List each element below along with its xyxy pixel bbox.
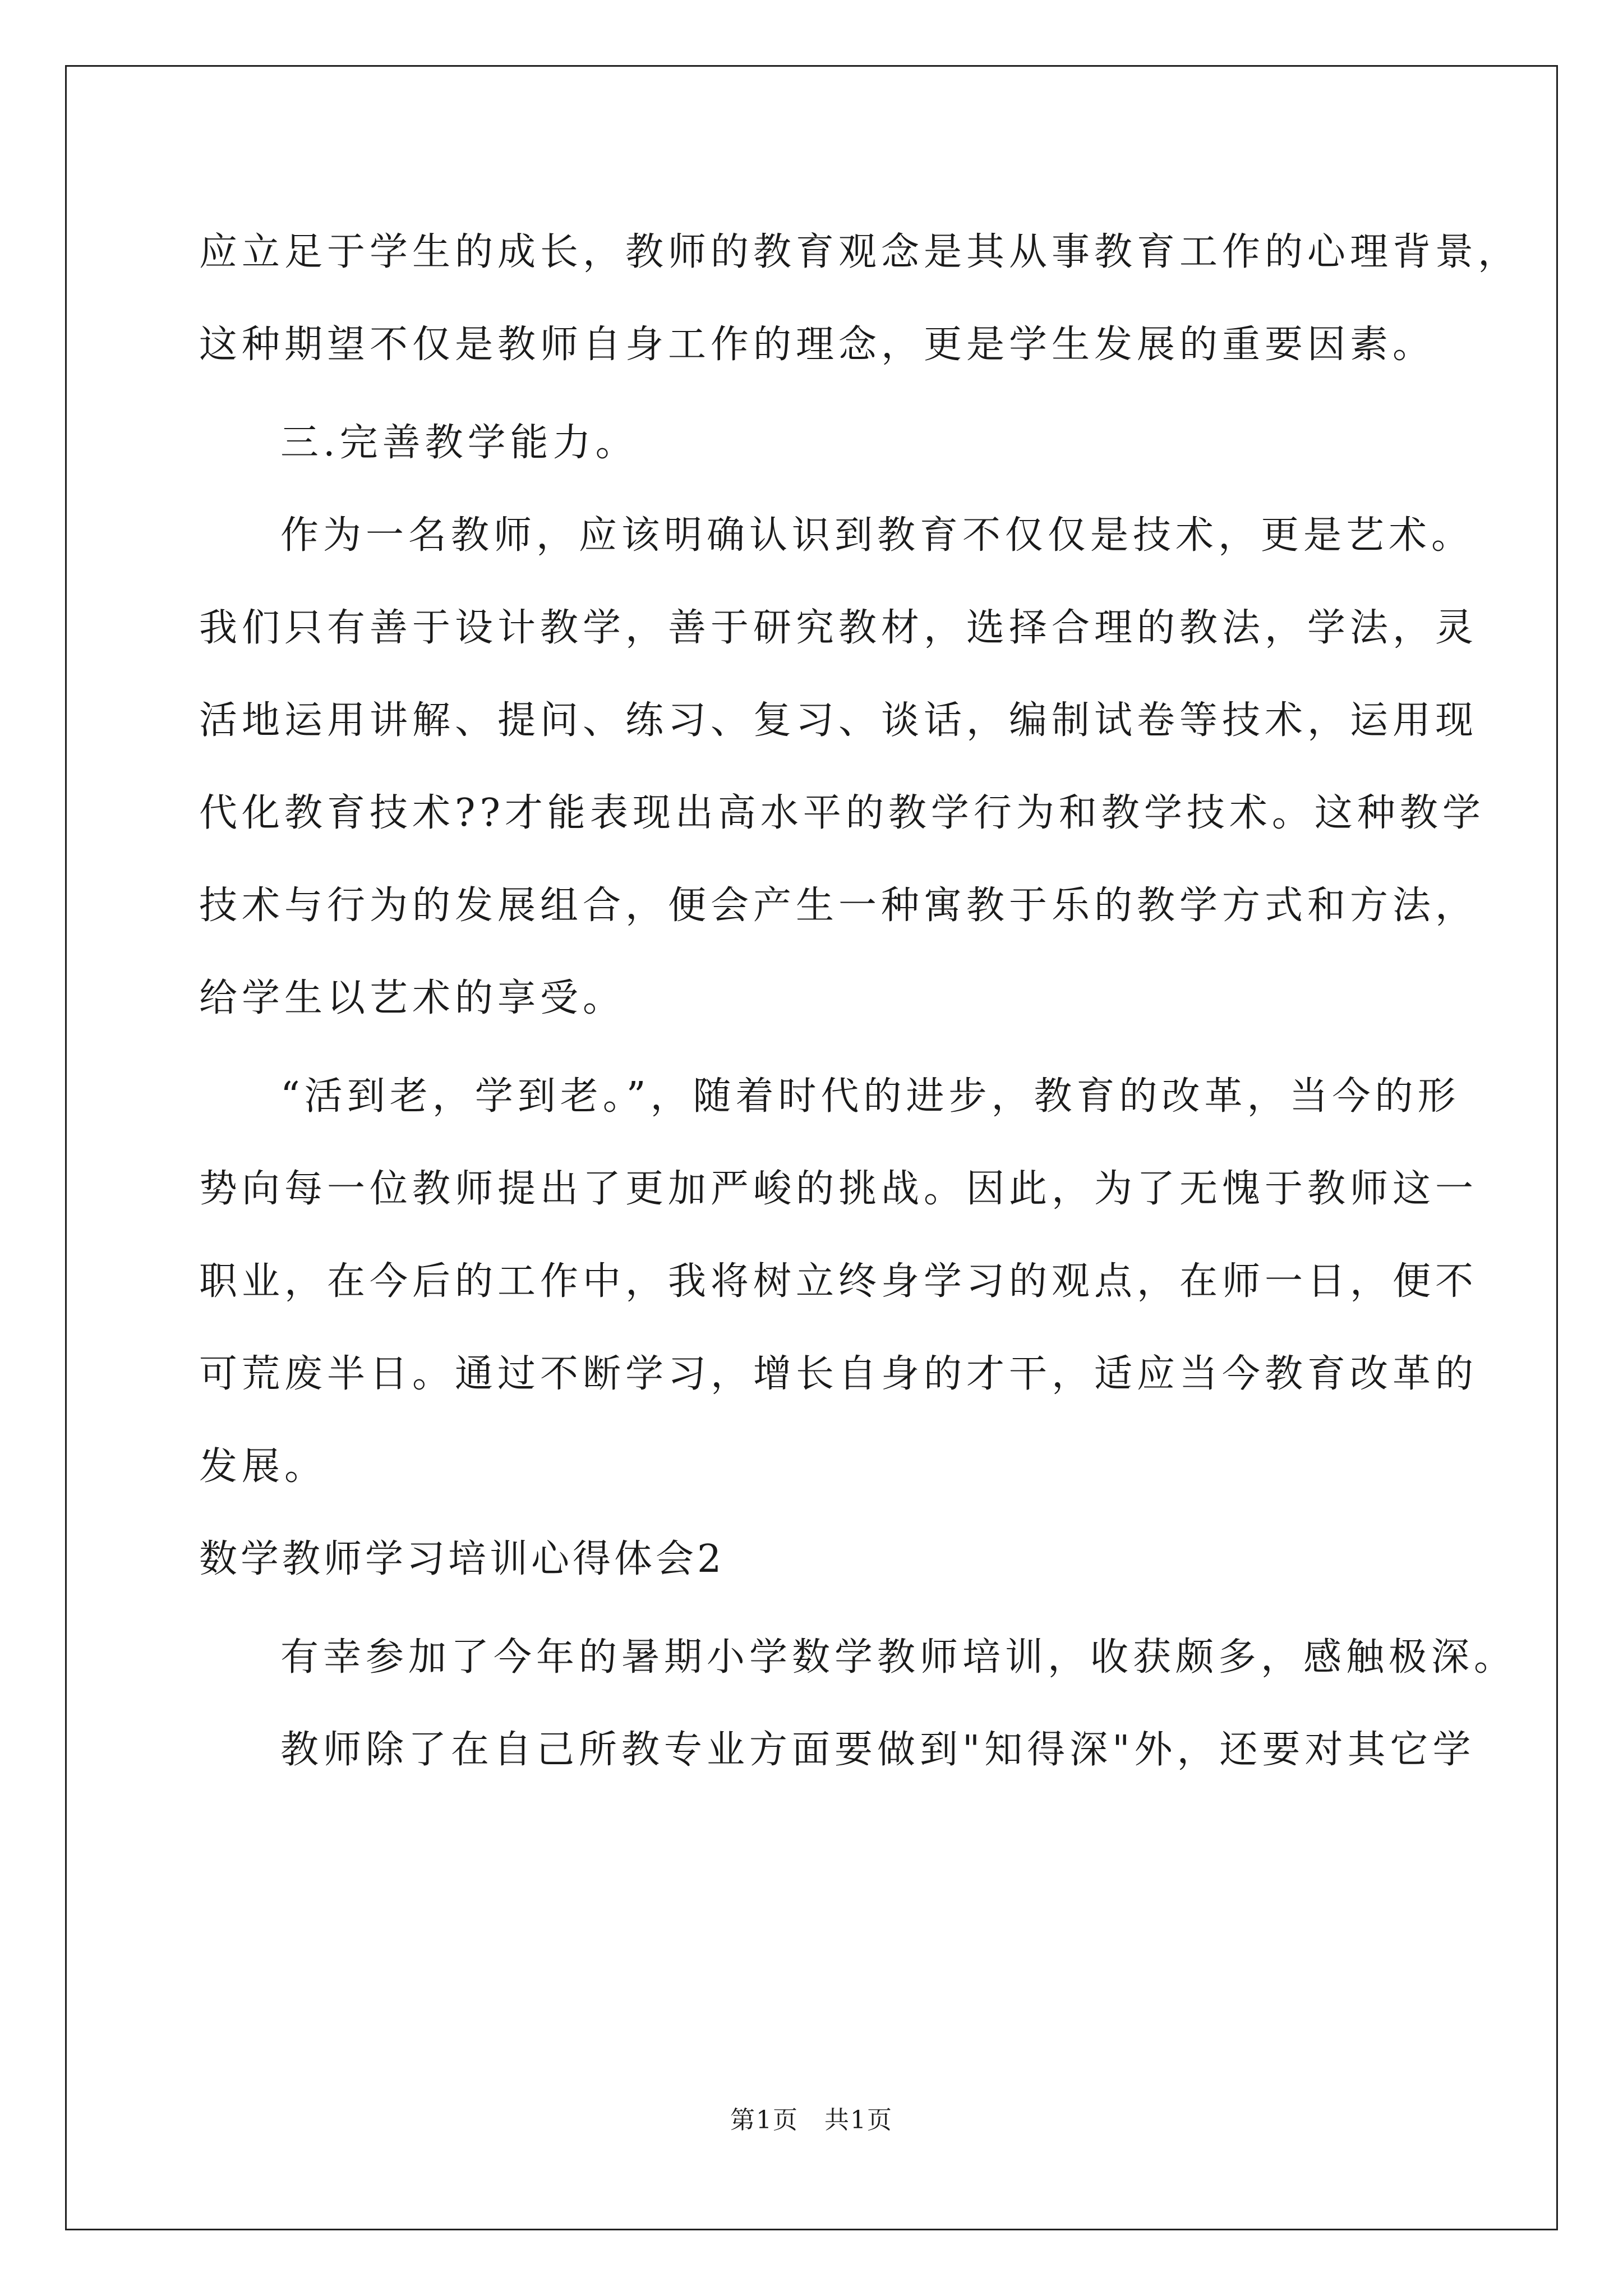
paragraph-line: 可荒废半日。通过不断学习，增长自身的才干，适应当今教育改革的 (199, 1352, 1478, 1396)
paragraph-line: 我们只有善于设计教学，善于研究教材，选择合理的教法，学法，灵 (199, 606, 1478, 650)
section-heading: 三.完善教学能力。 (280, 421, 638, 465)
paragraph-line: 活地运用讲解、提问、练习、复习、谈话，编制试卷等技术，运用现 (199, 698, 1478, 743)
paragraph-line: 这种期望不仅是教师自身工作的理念，更是学生发展的重要因素。 (199, 323, 1436, 367)
paragraph-line: 有幸参加了今年的暑期小学数学教师培训，收获颇多，感触极深。 (280, 1635, 1517, 1680)
paragraph-line: 教师除了在自己所教专业方面要做到"知得深"外，还要对其它学 (280, 1728, 1476, 1772)
page-border (65, 65, 1558, 2230)
paragraph-line: 作为一名教师，应该明确认识到教育不仅仅是技术，更是艺术。 (280, 513, 1474, 558)
paragraph-line: 职业，在今后的工作中，我将树立终身学习的观点，在师一日，便不 (199, 1259, 1478, 1304)
article-title: 数学教师学习培训心得体会2 (199, 1537, 725, 1581)
paragraph-line: 应立足于学生的成长，教师的教育观念是其从事教育工作的心理背景， (199, 230, 1521, 274)
paragraph-line: 技术与行为的发展组合，便会产生一种寓教于乐的教学方式和方法， (199, 884, 1478, 928)
paragraph-line: 代化教育技术??才能表现出高水平的教学行为和教学技术。这种教学 (199, 791, 1485, 835)
paragraph-line: 发展。 (199, 1444, 328, 1489)
paragraph-line: 势向每一位教师提出了更加严峻的挑战。因此，为了无愧于教师这一 (199, 1167, 1478, 1211)
paragraph-line: 给学生以艺术的享受。 (199, 976, 626, 1020)
page-footer: 第1页 共1页 (730, 2106, 893, 2134)
paragraph-line: “活到老，学到老。”，随着时代的进步，教育的改革，当今的形 (280, 1074, 1460, 1119)
